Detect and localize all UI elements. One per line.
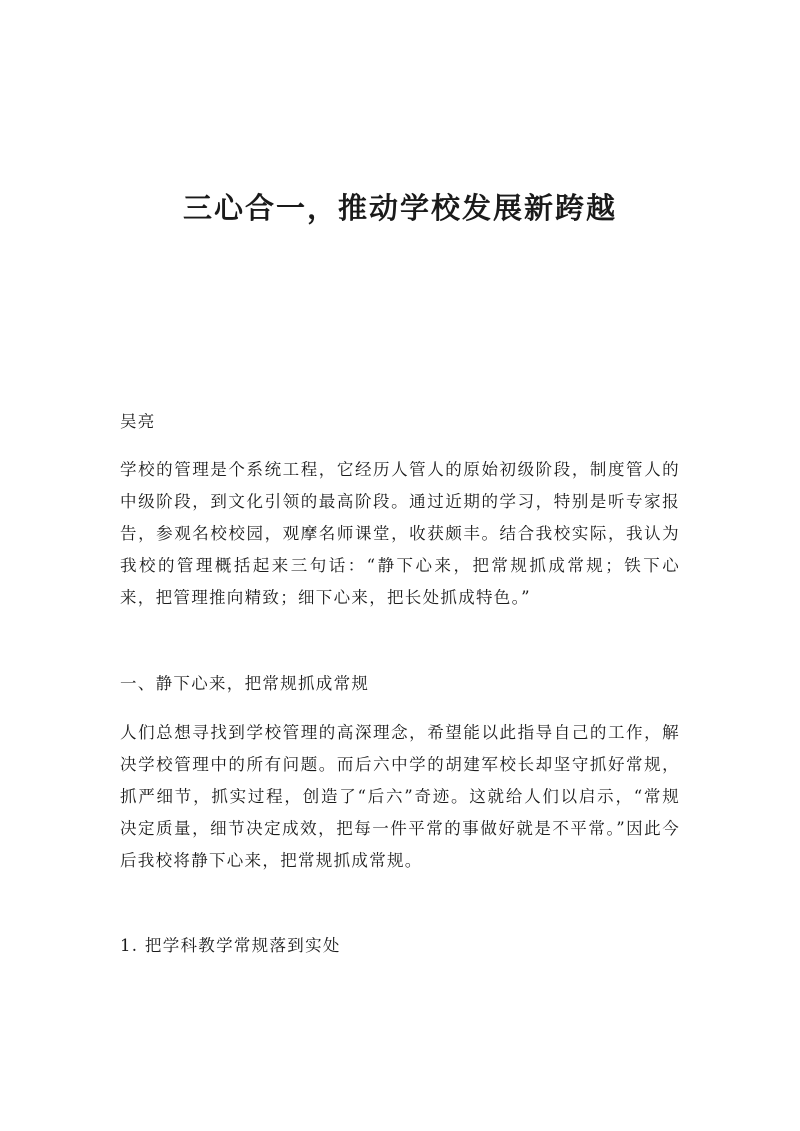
subsection-heading-1: 1. 把学科教学常规落到实处 xyxy=(120,936,341,955)
author-name: 吴亮 xyxy=(120,412,156,431)
section-heading-1: 一、静下心来，把常规抓成常规 xyxy=(120,674,370,693)
paragraph-section-1: 人们总想寻找到学校管理的高深理念，希望能以此指导自己的工作，解决学校管理中的所有问题。而后六中学的胡建军校长却坚守抓好常规，抓严细节，抓实过程，创造了“后六”奇迹。这就给人们以启示，“常规决定质量，细节决定成效，把每一件平常的事做好就是不平常。”因此今后我校将静下心来，把常规抓成常规。 xyxy=(120,723,680,870)
document-title: 三心合一，推动学校发展新跨越 xyxy=(182,191,617,225)
paragraph-intro: 学校的管理是个系统工程，它经历人管人的原始初级阶段，制度管人的中级阶段，到文化引领的最高阶段。通过近期的学习，特别是听专家报告，参观名校校园，观摩名师课堂，收获颇丰。结合我校实际，我认为我校的管理概括起来三句话：“静下心来，把常规抓成常规；铁下心来，把管理推向精致；细下心来，把长处抓成特色。” xyxy=(120,460,680,607)
